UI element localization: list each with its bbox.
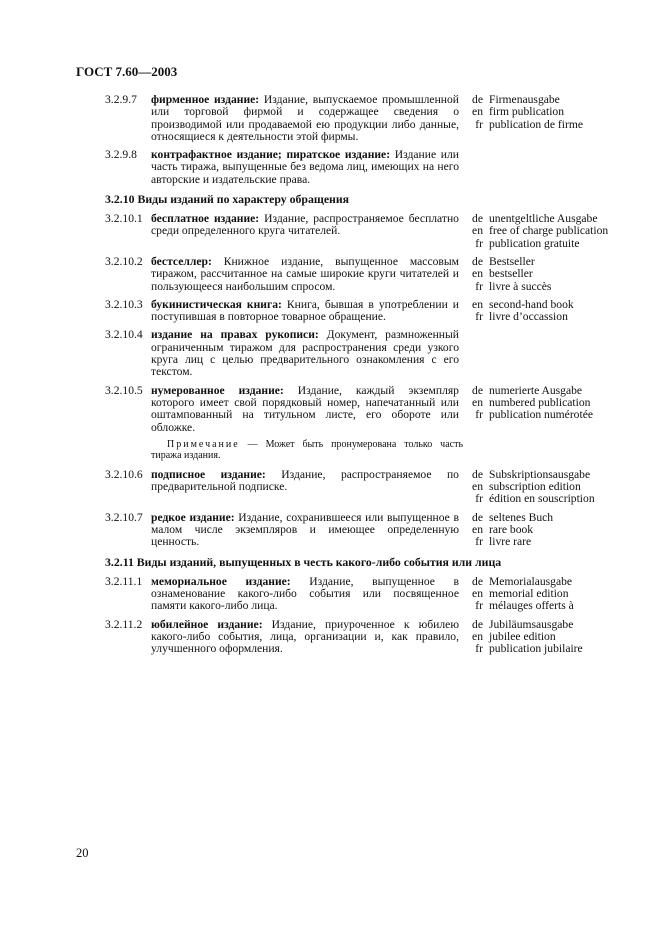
term-definition: Издание, выпускаемое промышленной или торговой фирмой и содержащее сведения о производимой или продаваемой ею продукции либо данные, относящиеся к деятельности этой фирмы. [151,93,459,143]
language-codes [463,512,489,549]
term-name: контрафактное издание; пиратское издание: [151,148,391,162]
term-name: мемориальное издание: [151,574,291,588]
term-definition-block [151,385,463,434]
language-code: de [472,574,483,588]
translations [489,385,623,434]
term-entry [105,329,625,378]
term-number: 3.2.10.4 [105,328,143,342]
language-code: fr [475,279,483,293]
section-number: 3.2.10 [105,192,135,207]
language-code: de [472,254,483,268]
language-code: fr [475,310,483,324]
section-heading [105,192,625,207]
language-code: en [472,629,483,643]
term-definition-block [151,576,463,613]
language-codes [463,329,489,378]
translation: numerierte Ausgabe [489,383,583,397]
section-number: 3.2.11 [105,554,134,569]
translations [489,619,623,656]
translation: Memorialausgabe [489,574,573,588]
translation: publication gratuite [489,236,580,250]
term-entry [105,619,625,656]
term-definition-block [151,299,463,324]
translation: numbered publication [489,395,591,409]
language-code: de [472,467,483,481]
term-entry [105,385,625,434]
translation: firm publication [489,105,565,119]
translation: édition en souscription [489,492,595,506]
translations [489,469,623,506]
language-code: en [472,395,483,409]
term-name: бестселлер: [151,254,212,268]
terms-list [105,94,625,661]
translation: subscription edition [489,480,581,494]
translation: unentgeltliche Ausgabe [489,212,598,226]
translation: jubilee edition [489,629,556,643]
term-number: 3.2.10.5 [105,383,143,397]
section-title: Виды изданий по характеру обращения [137,192,350,207]
language-code: en [472,586,483,600]
term-definition: Книга, бывшая в употреблении и поступившая в повторное товарное обращение. [151,297,459,324]
language-code: en [472,297,483,311]
translation: Firmenausgabe [489,93,560,106]
language-code: de [472,383,483,397]
term-number: 3.2.10.3 [105,297,143,311]
translation: bestseller [489,267,533,281]
translation: free of charge publication [489,224,609,238]
term-definition: Издание, распространяемое по предварительной подписке. [151,467,459,494]
language-codes [463,149,489,186]
term-definition: Документ, размноженный ограниченным тиражом для распространения среди узкого круга лиц с целью предварительного ознакомления с его текстом. [151,328,459,379]
term-entry [105,94,625,143]
translation: livre d’occassion [489,310,568,324]
term-entry [105,576,625,613]
document-header: ГОСТ 7.60—2003 [76,64,178,79]
translation: Subskriptionsausgabe [489,467,591,481]
term-definition-block [151,213,463,250]
term-number: 3.2.9.8 [105,148,137,162]
translation: second-hand book [489,297,574,311]
term-definition-block [151,469,463,506]
language-code: fr [475,236,483,250]
translation: Jubiläumsausgabe [489,617,574,631]
term-name: нумерованное издание: [151,383,284,397]
language-codes [463,469,489,506]
term-definition-block [151,149,463,186]
language-codes [463,619,489,656]
term-entry [105,299,625,324]
translations [489,94,623,143]
language-code: de [472,617,483,631]
term-entry [105,469,625,506]
language-code: fr [475,535,483,549]
term-definition-block [151,512,463,549]
term-name: юбилейное издание: [151,617,263,631]
term-entry [105,149,625,186]
translations [489,512,623,549]
translation: mélauges offerts à [489,599,574,613]
language-codes [463,256,489,293]
language-codes [463,299,489,324]
section-title: Виды изданий, выпущенных в честь какого-либо события или лица [136,554,502,569]
term-entry [105,213,625,250]
language-code: fr [475,642,483,656]
term-name: подписное издание: [151,467,266,481]
translations [489,213,623,250]
translation: rare book [489,523,534,537]
note-text: — Может быть пронумерована только часть тиража издания. [151,438,463,462]
term-number: 3.2.9.7 [105,93,137,106]
language-code: de [472,93,483,106]
language-code: fr [475,117,483,131]
term-definition-block [151,619,463,656]
language-code: fr [475,408,483,422]
term-number: 3.2.11.1 [105,574,143,588]
term-entry [105,512,625,549]
translations [489,329,623,378]
term-definition: Издание или часть тиража, выпущенные без ведома лиц, имеющих на него авторские и издательские права. [151,148,459,186]
translation: seltenes Buch [489,510,554,524]
language-codes [463,385,489,434]
term-definition: Издание, приуроченное к юбилею какого-либо события, лица, организации и, как правило, улучшенного оформления. [151,617,459,656]
translations [489,576,623,613]
translation: livre rare [489,535,532,549]
section-heading [105,555,625,570]
term-definition-block [151,94,463,143]
language-codes [463,576,489,613]
language-codes [463,213,489,250]
term-definition: Книжное издание, выпущенное массовым тиражом, рассчитанное на самые широкие круги читателей и пользующееся наибольшим спросом. [151,254,459,293]
language-code: de [472,212,483,226]
term-name: издание на правах рукописи: [151,328,319,342]
translations [489,149,623,186]
translations [489,299,623,324]
term-definition: Издание, сохранившееся или выпущенное в малом числе экземпляров и имеющее определенную ценность. [151,510,459,549]
term-number: 3.2.10.1 [105,212,143,226]
term-definition: Издание, выпущенное в ознаменование какого-либо события или посвященное памяти какого-либо лица. [151,574,459,613]
term-number: 3.2.11.2 [105,617,143,631]
language-code: en [472,105,483,119]
term-name: букинистическая книга: [151,297,282,311]
term-definition-block [151,329,463,378]
term-number: 3.2.10.6 [105,467,143,481]
term-name: бесплатное издание: [151,212,260,226]
term-name: редкое издание: [151,510,235,524]
term-number: 3.2.10.7 [105,510,143,524]
language-code: en [472,480,483,494]
translation: publication numérotée [489,408,593,422]
note [151,439,463,462]
language-code: fr [475,599,483,613]
language-code: de [472,510,483,524]
term-definition: Издание, каждый экземпляр которого имеет свой порядковый номер, напечатанный или оштампованный на титульном листе, его обороте или обложке. [151,383,459,434]
term-definition: Издание, распространяемое бесплатно среди определенного круга читателей. [151,212,459,238]
term-definition-block [151,256,463,293]
language-code: fr [475,492,483,506]
term-number: 3.2.10.2 [105,254,143,268]
translations [489,256,623,293]
translation: livre à succès [489,279,552,293]
translation: publication de firme [489,117,584,131]
language-codes [463,94,489,143]
translation: Bestseller [489,254,535,268]
term-name: фирменное издание: [151,93,260,106]
term-entry [105,256,625,293]
note-label: Примечание [167,438,240,450]
language-code: en [472,523,483,537]
page-number: 20 [76,846,89,860]
language-code: en [472,224,483,238]
translation: memorial edition [489,586,569,600]
language-code: en [472,267,483,281]
translation: publication jubilaire [489,642,583,656]
